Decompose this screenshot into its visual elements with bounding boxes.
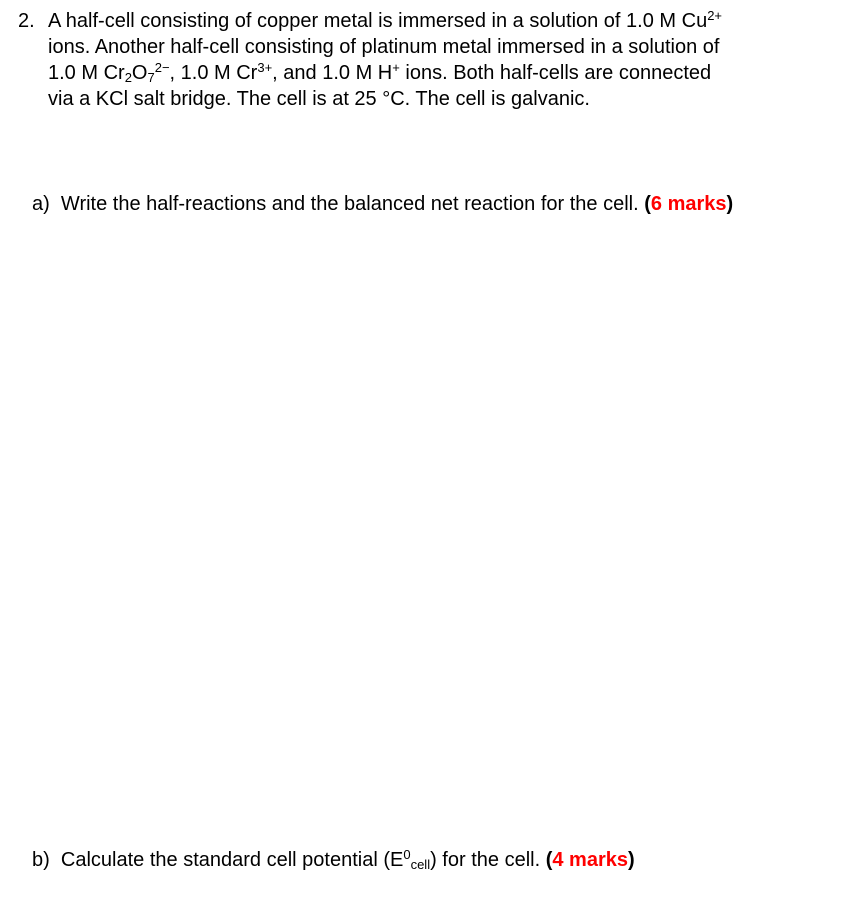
question-line-3: 1.0 M $Cr_2O_7^{2-}$, 1.0 M $Cr^{3+}$, and 1.0 M H+ ions. Both half-cells are connected	[48, 60, 712, 85]
dichromate-charge: 2−	[154, 60, 170, 75]
part-b-text: Calculate the standard cell potential $(E^0_{cell})$ for the cell.	[60, 847, 541, 872]
part-a-marks: (6 marks)	[644, 193, 734, 215]
hydrogen-charge: +	[392, 60, 400, 75]
question-line-2: ions. Another half-cell consisting of platinum metal immersed in a solution of	[48, 36, 720, 58]
chromium-charge: 3+	[257, 60, 273, 75]
part-b-label: b)	[32, 849, 50, 871]
question-line-1: A half-cell consisting of copper metal is immersed in a solution of 1.0 M $Cu^{2+}$	[48, 8, 723, 32]
part-a	[32, 191, 733, 217]
part-b	[32, 847, 635, 873]
question-line-4: via a KCl salt bridge. The cell is at 25 °C. The cell is galvanic.	[48, 88, 590, 110]
part-b-marks: (4 marks)	[545, 849, 635, 871]
part-a-label: a)	[32, 193, 50, 215]
cu-charge: 2+	[707, 8, 723, 23]
question-body	[48, 8, 828, 112]
part-a-text: Write the half-reactions and the balanced net reaction for the cell.	[60, 193, 639, 215]
question-number: 2.	[18, 10, 35, 32]
